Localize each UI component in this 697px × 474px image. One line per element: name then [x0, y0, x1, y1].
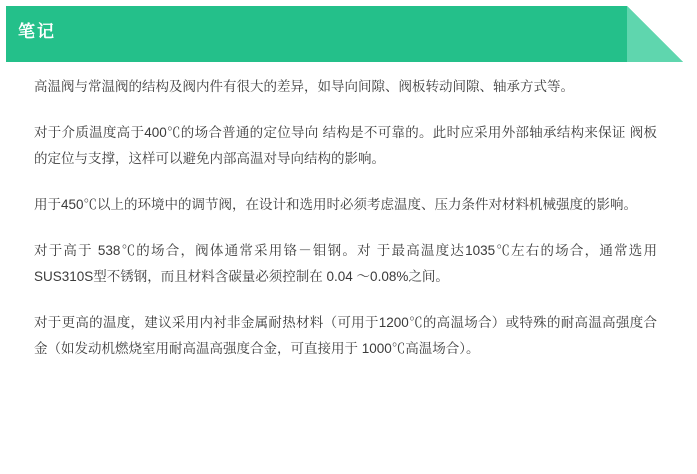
note-paragraph-5: 对于更高的温度，建议采用内衬非金属耐热材料（可用于1200℃的高温场合）或特殊的耐高温高强度合金（如发动机燃烧室用耐高温高强度合金，可直接用于 1000℃高温场合）。	[34, 315, 657, 356]
note-body-panel	[6, 62, 691, 468]
folded-corner-decoration	[627, 6, 691, 70]
note-text-container	[20, 62, 683, 468]
note-title: 笔记	[18, 22, 56, 41]
note-paragraph-1: 高温阀与常温阀的结构及阀内件有很大的差异，如导向间隙、阀板转动间隙、轴承方式等。	[34, 79, 574, 94]
note-paragraph-4: 对于高于 538℃的场合，阀体通常采用铬－钼钢。对 于最高温度达1035℃左右的场合，通常选用SUS310S型不锈钢，而且材料含碳量必须控制在 0.04 ～0.08%之间。	[34, 243, 657, 284]
note-paragraph-3: 用于450℃以上的环境中的调节阀，在设计和选用时必须考虑温度、压力条件对材料机械强度的影响。	[34, 197, 638, 212]
note-paragraph-2: 对于介质温度高于400℃的场合普通的定位导向 结构是不可靠的。此时应采用外部轴承结构来保证 阀板的定位与支撑，这样可以避免内部高温对导向结构的影响。	[34, 125, 657, 166]
